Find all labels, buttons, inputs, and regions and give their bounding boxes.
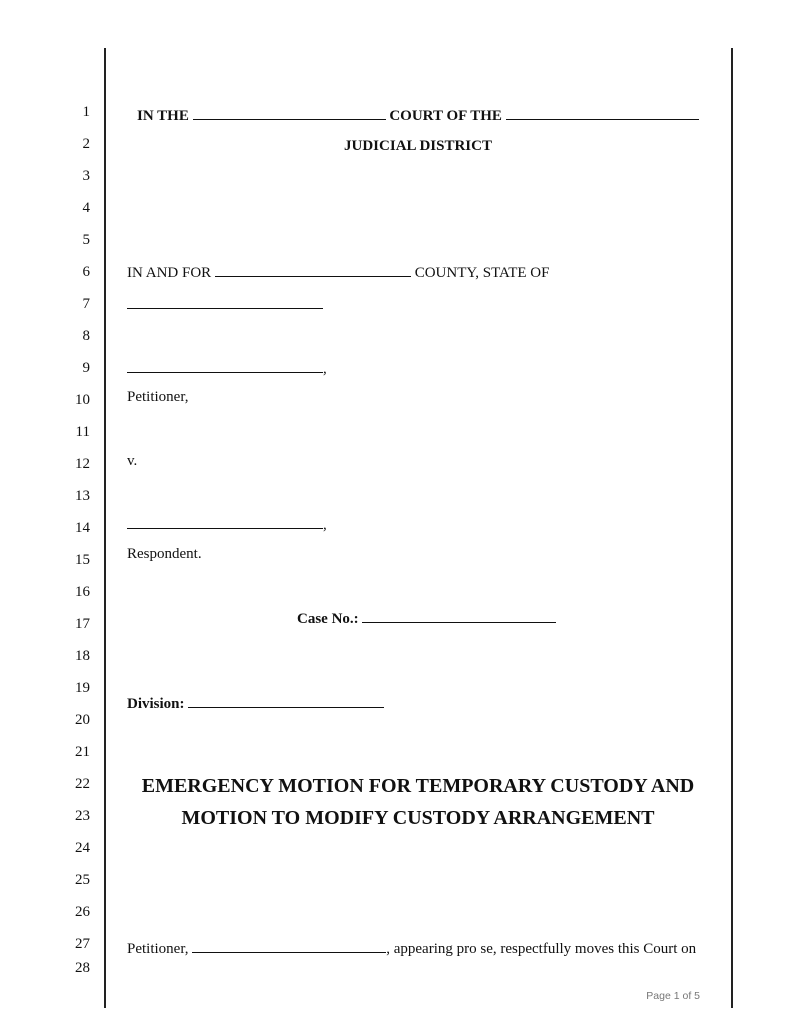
line-number: 7: [82, 296, 90, 312]
line-number: 10: [75, 392, 90, 408]
line-number: 25: [75, 872, 90, 888]
line-number: 14: [75, 520, 90, 536]
line-number: 23: [75, 808, 90, 824]
left-margin-rule: [104, 48, 106, 1008]
line-number: 22: [75, 776, 90, 792]
line-number: 2: [82, 136, 90, 152]
line-number: 26: [75, 904, 90, 920]
line-number: 21: [75, 744, 90, 760]
division-blank[interactable]: [188, 693, 384, 708]
county-state-of-label: COUNTY, STATE OF: [414, 265, 550, 281]
division-label: Division:: [127, 696, 185, 712]
body-petitioner-name-blank[interactable]: [192, 938, 386, 953]
line-number: 17: [75, 616, 90, 632]
body-first-line: [127, 938, 696, 958]
line-number: 11: [75, 424, 90, 440]
line-number: 8: [82, 328, 90, 344]
respondent-name-line: [127, 514, 327, 534]
comma: ,: [323, 517, 327, 533]
petitioner-label: Petitioner,: [127, 389, 189, 405]
line-number: 18: [75, 648, 90, 664]
line-number: 5: [82, 232, 90, 248]
line-number: 4: [82, 200, 90, 216]
right-margin-rule: [731, 48, 733, 1008]
line-number: 12: [75, 456, 90, 472]
judicial-district-heading: JUDICIAL DISTRICT: [344, 138, 492, 154]
in-and-for-label: IN AND FOR: [127, 265, 212, 281]
versus-label: v.: [127, 453, 138, 469]
petitioner-name-blank[interactable]: [127, 358, 323, 373]
line-number: 27: [75, 936, 90, 952]
state-name-blank[interactable]: [127, 294, 323, 309]
state-name-line: [127, 294, 323, 314]
motion-title-line-1: EMERGENCY MOTION FOR TEMPORARY CUSTODY AND: [141, 775, 695, 797]
line-number: 20: [75, 712, 90, 728]
line-number: 16: [75, 584, 90, 600]
motion-title-line-2: MOTION TO MODIFY CUSTODY ARRANGEMENT: [181, 807, 655, 829]
line-number: 19: [75, 680, 90, 696]
court-of-the-label: COURT OF THE: [389, 108, 502, 124]
page-number-footer: Page 1 of 5: [646, 990, 700, 1002]
division-line: [127, 693, 384, 713]
case-number-blank[interactable]: [362, 608, 556, 623]
respondent-label: Respondent.: [127, 546, 202, 562]
line-number: 13: [75, 488, 90, 504]
respondent-name-blank[interactable]: [127, 514, 323, 529]
court-header-line: [137, 105, 699, 125]
comma: ,: [323, 361, 327, 377]
case-number-line: [297, 608, 556, 628]
line-number: 15: [75, 552, 90, 568]
line-number: 24: [75, 840, 90, 856]
body-text: , appearing pro se, respectfully moves this Court on: [386, 941, 697, 957]
district-name-blank[interactable]: [506, 105, 699, 120]
in-the-label: IN THE: [137, 108, 189, 124]
court-name-blank[interactable]: [193, 105, 386, 120]
line-number: 1: [82, 104, 90, 120]
county-line: [127, 262, 549, 282]
line-number: 3: [82, 168, 90, 184]
line-number: 9: [82, 360, 90, 376]
line-number: 28: [75, 960, 90, 976]
line-number: 6: [82, 264, 90, 280]
petitioner-prefix: Petitioner,: [127, 941, 189, 957]
petitioner-name-line: [127, 358, 327, 378]
case-number-label: Case No.:: [297, 611, 359, 627]
county-name-blank[interactable]: [215, 262, 411, 277]
